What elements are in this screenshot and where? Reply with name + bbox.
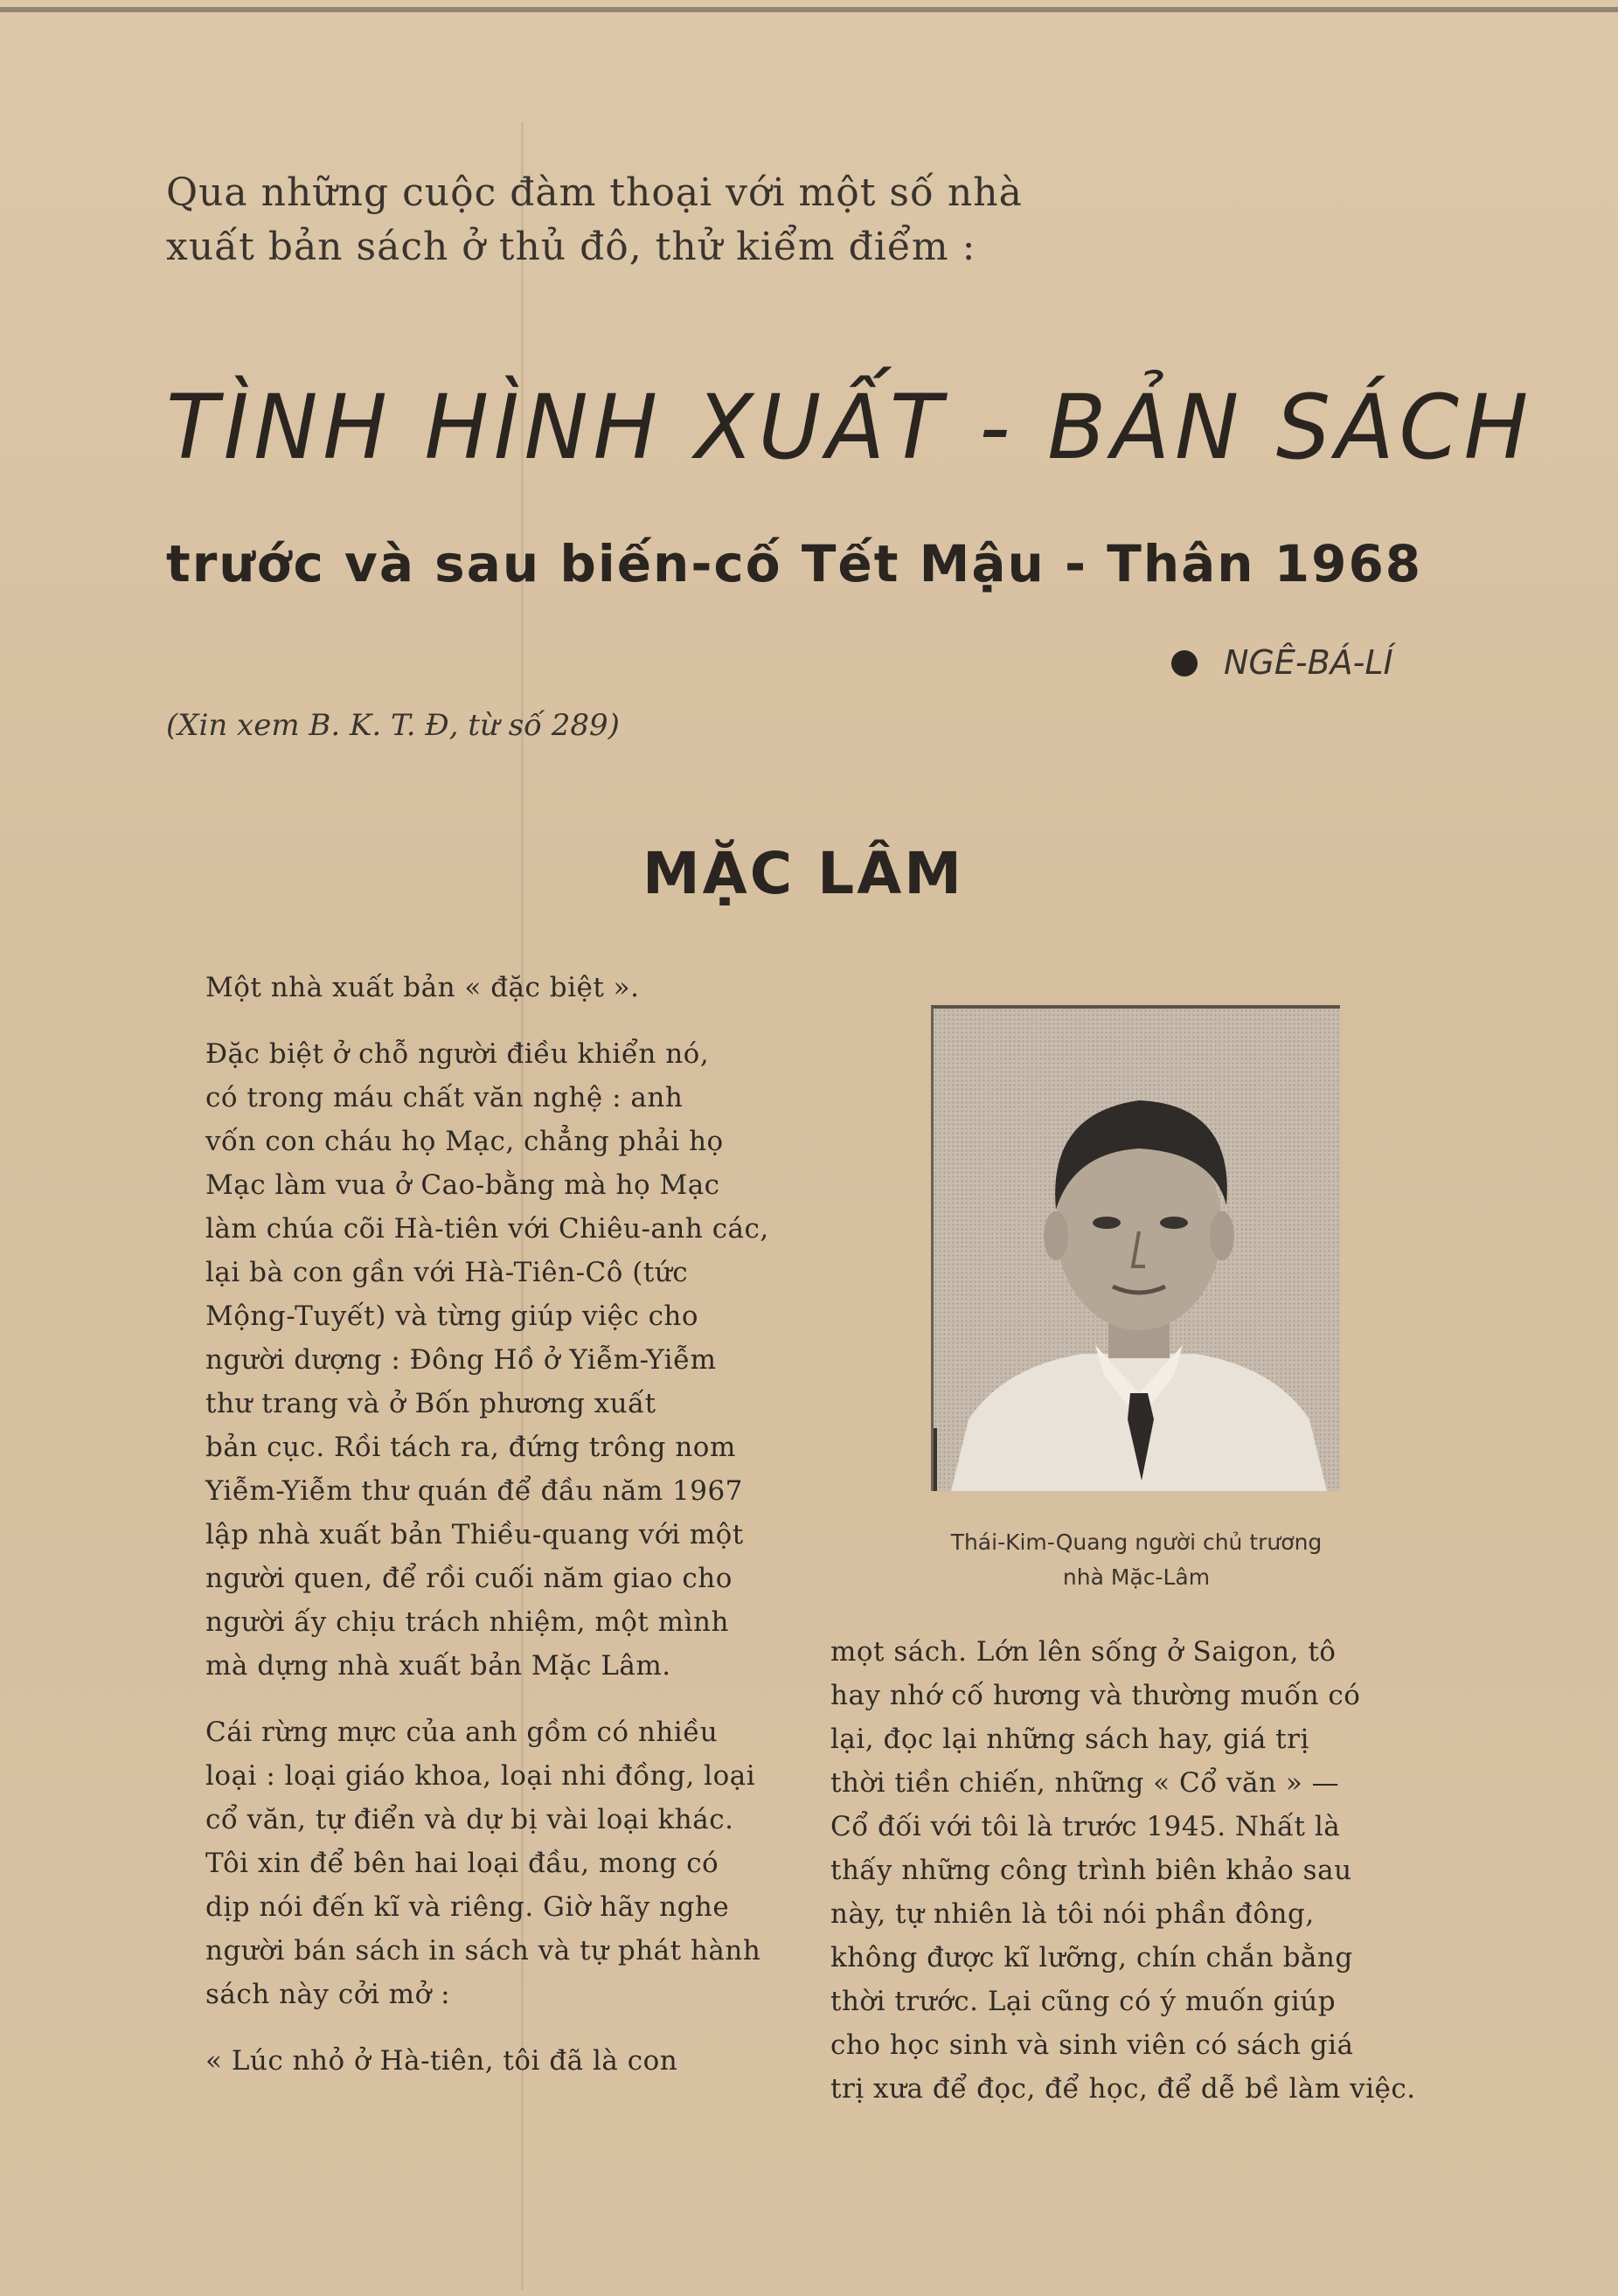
text-line: bản cục. Rồi tách ra, đứng trông nom [205,1432,736,1463]
text-line: Cổ đối với tôi là trước 1945. Nhất là [830,1811,1341,1842]
section-title: MẶC LÂM [642,840,964,907]
paragraph-gap [205,1688,800,1710]
intro-line-2: xuất bản sách ở thủ đô, thử kiểm điểm : [166,225,976,269]
text-line: cổ văn, tự điển và dự bị vài loại khác. [205,1804,734,1835]
text-line: vốn con cháu họ Mạc, chẳng phải họ [205,1126,724,1157]
text-line: lại, đọc lại những sách hay, giá trị [830,1724,1309,1755]
text-line: thấy những công trình biên khảo sau [830,1855,1352,1886]
photo-caption [892,1525,1381,1595]
text-line: Tôi xin để bên hai loại đầu, mong có [205,1848,719,1879]
text-line: Mộng-Tuyết) và từng giúp việc cho [205,1301,699,1332]
left-text-column [205,966,800,2083]
text-line: người quen, để rồi cuối năm giao cho [205,1563,733,1594]
text-line: thời trước. Lại cũng có ý muốn giúp [830,1986,1337,2017]
text-line: lập nhà xuất bản Thiều-quang với một [205,1519,744,1550]
article-subtitle: trước và sau biến-cố Tết Mậu - Thân 1968 [166,534,1423,593]
photo-caption-line-2: nhà Mặc-Lâm [1062,1564,1211,1590]
page-top-edge [0,7,1618,12]
text-line: người bán sách in sách và tự phát hành [205,1935,761,1967]
paragraph-gap [205,2016,800,2039]
text-line: sách này cởi mở : [205,1979,451,2010]
text-line: Mạc làm vua ở Cao-bằng mà họ Mạc [205,1169,720,1201]
paragraph-gap [205,1009,800,1032]
text-line: loại : loại giáo khoa, loại nhi đồng, loại [205,1760,756,1792]
text-line: người dượng : Đông Hồ ở Yiễm-Yiễm [205,1344,717,1376]
text-line: mọt sách. Lớn lên sống ở Saigon, tô [830,1636,1337,1668]
article-title: TÌNH HÌNH XUẤT - BẢN SÁCH [166,376,1534,480]
text-line: Cái rừng mực của anh gồm có nhiều [205,1717,719,1748]
text-line: không được kĩ lưỡng, chín chắn bằng [830,1942,1353,1973]
text-line: này, tự nhiên là tôi nói phần đông, [830,1898,1315,1930]
bullet-dot-icon [1171,650,1198,676]
text-line: làm chúa cõi Hà-tiên với Chiêu-anh các, [205,1213,769,1245]
author-byline [1171,638,1451,687]
text-line: dịp nói đến kĩ và riêng. Giờ hãy nghe [205,1891,730,1923]
intro-line-1: Qua những cuộc đàm thoại với một số nhà [166,170,1023,215]
text-line: trị xưa để đọc, để học, để dễ bề làm việc. [830,2073,1416,2105]
text-line: thư trang và ở Bốn phương xuất [205,1388,656,1419]
portrait-illustration [934,1009,1340,1491]
text-line: hay nhớ cố hương và thường muốn có [830,1680,1361,1711]
text-line: lại bà con gần với Hà-Tiên-Cô (tức [205,1257,689,1288]
text-line: « Lúc nhỏ ở Hà-tiên, tôi đã là con [205,2045,678,2077]
text-line: thời tiền chiến, những « Cổ văn » — [830,1767,1340,1799]
text-line: cho học sinh và sinh viên có sách giá [830,2029,1354,2061]
intro-text [166,166,1215,274]
text-line: Yiễm-Yiễm thư quán để đầu năm 1967 [205,1475,743,1507]
text-line: Đặc biệt ở chỗ người điều khiển nó, [205,1038,710,1070]
reference-note: (Xin xem B. K. T. Đ, từ số 289) [166,708,620,743]
text-line: người ấy chịu trách nhiệm, một mình [205,1606,729,1638]
right-text-column [830,1630,1460,2111]
text-line: có trong máu chất văn nghệ : anh [205,1082,684,1113]
text-line: Một nhà xuất bản « đặc biệt ». [205,972,640,1003]
photo-caption-line-1: Thái-Kim-Quang người chủ trương [950,1530,1323,1555]
text-line: mà dựng nhà xuất bản Mặc Lâm. [205,1650,671,1682]
portrait-photo [931,1005,1340,1491]
author-name: NGÊ-BÁ-LÍ [1224,643,1393,682]
